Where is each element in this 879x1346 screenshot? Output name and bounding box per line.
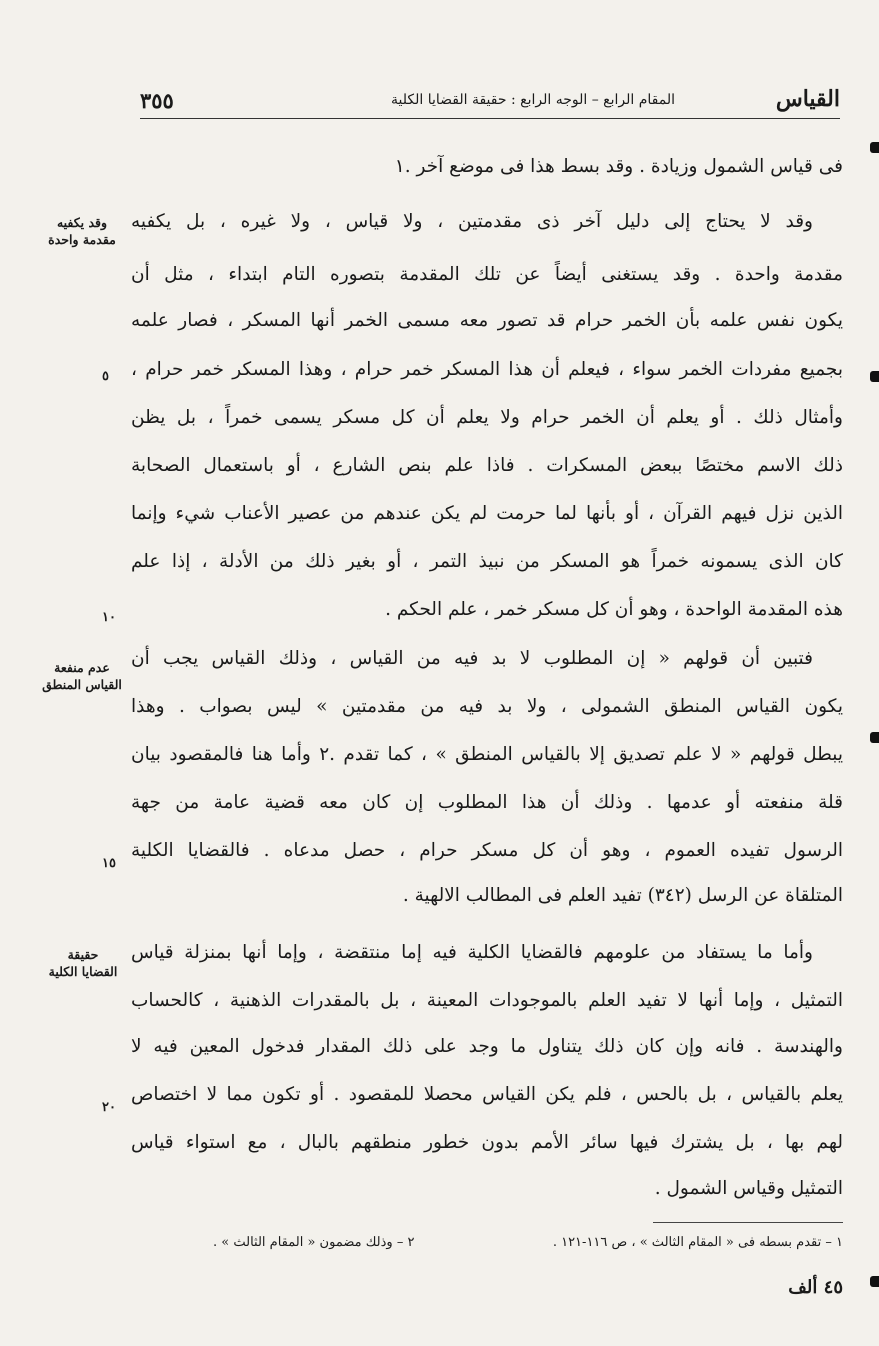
text-line: ذلك الاسم مختصًا ببعض المسكرات . فاذا علم بنص الشارع ، أو باستعمال الصحابة xyxy=(131,455,843,476)
line-number: ٢٠ xyxy=(102,1100,116,1115)
text-line: يكون القياس المنطق الشمولى ، ولا بد فيه من مقدمتين » ليس بصواب . وهذا xyxy=(131,696,843,717)
scan-edge-mark xyxy=(870,371,879,382)
book-title: القياس xyxy=(775,86,840,112)
text-line: التمثيل وقياس الشمول . xyxy=(654,1178,843,1199)
text-line: الرسول تفيده العموم ، وهو أن كل مسكر حرام ، حصل مدعاه . فالقضايا الكلية xyxy=(131,840,843,861)
section-title: المقام الرابع – الوجه الرابع : حقيقة القضايا الكلية xyxy=(391,92,675,108)
text-line: كان الذى يسمونه خمراً هو المسكر من نبيذ التمر ، أو بغير ذلك من الأدلة ، إذا علم xyxy=(131,551,843,572)
line-number: ١٠ xyxy=(102,610,116,625)
text-line: الذين نزل فيهم القرآن ، أو بأنها لما حرمت لم يكن عندهم من عصير الأعناب شيء وإنما xyxy=(131,503,843,524)
text-line: المتلقاة عن الرسل (٣٤٢) تفيد العلم فى المطالب الالهية . xyxy=(402,885,843,906)
text-line: لهم بها ، بل يشترك فيها سائر الأمم بدون خطور منطقهم بالبال ، مع استواء قياس xyxy=(131,1132,843,1153)
text-line: بجميع مفردات الخمر سواء ، فيعلم أن هذا المسكر خمر حرام ، وهذا المسكر خمر حرام ، xyxy=(131,359,843,380)
footnotes xyxy=(143,1235,843,1257)
text-line: فتبين أن قولهم « إن المطلوب لا بد فيه من القياس ، وذلك القياس يجب أن xyxy=(131,648,813,669)
text-line: يعلم بالقياس ، بل بالحس ، فلم يكن القياس محصلا للمقصود . أو تكون مما لا اختصاص xyxy=(131,1084,843,1105)
text-line: والهندسة . فانه وإن كان ذلك يتناول ما وجد على ذلك المقدار فدخول المعين فيه لا xyxy=(131,1036,843,1057)
text-line: يكون نفس علمه بأن الخمر حرام قد تصور معه مسمى الخمر أنها المسكر ، فصار علمه xyxy=(131,310,843,331)
line-number: ١٥ xyxy=(102,856,116,871)
text-line: مقدمة واحدة . وقد يستغنى أيضاً عن تلك المقدمة بتصوره التام ابتداء ، مثل أن xyxy=(131,264,843,285)
text-line: وأما ما يستفاد من علومهم فالقضايا الكلية فيه إما منتقضة ، وإما أنها بمنزلة قياس xyxy=(131,942,813,963)
scan-edge-mark xyxy=(870,142,879,153)
text-line: فى قياس الشمول وزيادة . وقد بسط هذا فى موضع آخر .١ xyxy=(394,156,843,177)
margin-note: حقيقة القضايا الكلية xyxy=(48,947,118,979)
text-line: يبطل قولهم « لا علم تصديق إلا بالقياس المنطق » ، كما تقدم .٢ وأما هنا فالمقصود بيان xyxy=(131,744,843,765)
footnote-rule xyxy=(653,1222,843,1223)
text-line: وأمثال ذلك . أو يعلم أن الخمر حرام ولا يعلم أن كل مسكر يسمى خمراً ، بل يظن xyxy=(131,407,843,428)
text-line: التمثيل ، وإما أنها لا تفيد العلم بالموجودات المعينة ، بل بالمقدرات الذهنية ، كالحساب xyxy=(131,990,843,1011)
running-header xyxy=(140,84,840,119)
scan-edge-mark xyxy=(870,732,879,743)
text-line: قلة منفعته أو عدمها . وذلك أن هذا المطلوب إن كان معه قضية عامة من جهة xyxy=(131,792,843,813)
folio-marker: ٤٥ ألف xyxy=(788,1277,843,1298)
margin-note: عدم منفعة القياس المنطق xyxy=(42,660,122,692)
text-line: هذه المقدمة الواحدة ، وهو أن كل مسكر خمر ، علم الحكم . xyxy=(385,599,843,620)
footnote-1: ١ – تقدم بسطه فى « المقام الثالث » ، ص ١١٦-١٢١ . xyxy=(552,1235,843,1250)
text-line: وقد لا يحتاج إلى دليل آخر ذى مقدمتين ، ولا قياس ، ولا غيره ، بل يكفيه xyxy=(131,211,813,232)
line-number: ٥ xyxy=(102,369,109,384)
scan-edge-mark xyxy=(870,1276,879,1287)
margin-note: وقد يكفيه مقدمة واحدة xyxy=(48,215,116,247)
footnote-2: ٢ – وذلك مضمون « المقام الثالث » . xyxy=(213,1235,415,1250)
page-number: ٣٥٥ xyxy=(140,88,174,113)
